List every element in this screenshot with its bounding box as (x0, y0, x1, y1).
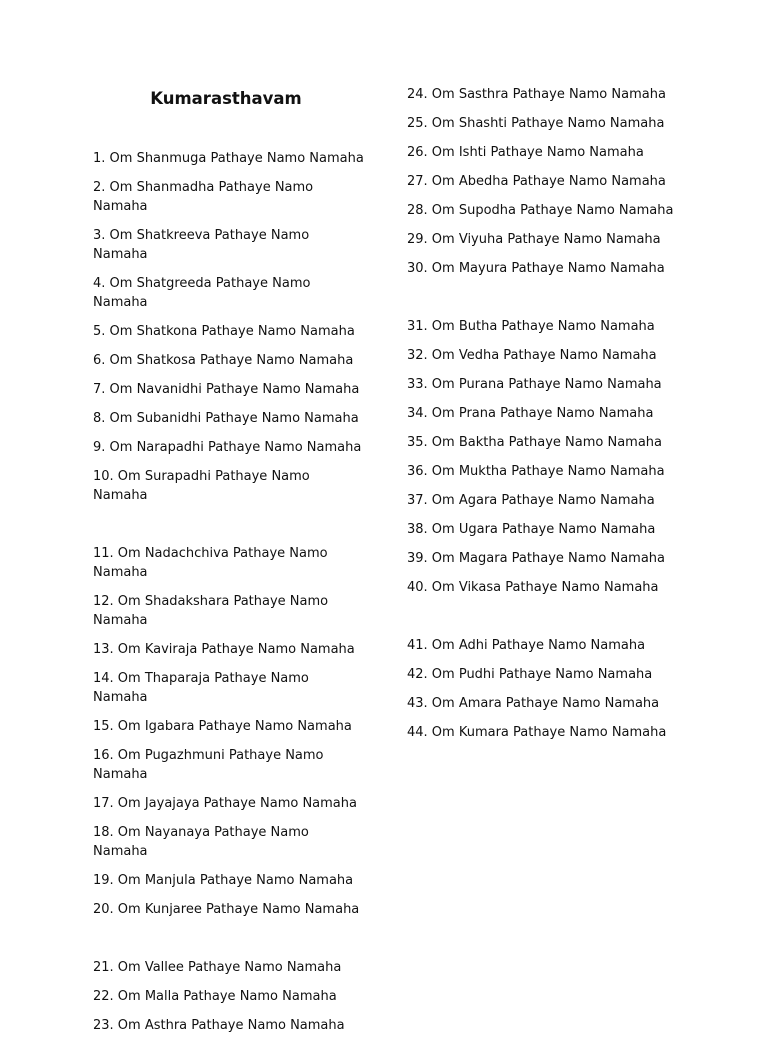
list-item: 24. Om Sasthra Pathaye Namo Namaha (407, 87, 666, 102)
list-item: 30. Om Mayura Pathaye Namo Namaha (407, 261, 665, 276)
list-item: 22. Om Malla Pathaye Namo Namaha (93, 989, 337, 1004)
list-item: 11. Om Nadachchiva Pathaye Namo Namaha (93, 546, 328, 580)
list-item: 40. Om Vikasa Pathaye Namo Namaha (407, 580, 659, 595)
list-item: 13. Om Kaviraja Pathaye Namo Namaha (93, 642, 355, 657)
section-gap (407, 607, 717, 636)
list-item: 43. Om Amara Pathaye Namo Namaha (407, 696, 660, 711)
list-item: 25. Om Shashti Pathaye Namo Namaha (407, 116, 665, 131)
list-item: 31. Om Butha Pathaye Namo Namaha (407, 319, 655, 334)
page-title: Kumarasthavam (150, 89, 302, 108)
list-item: 29. Om Viyuha Pathaye Namo Namaha (407, 232, 661, 247)
list-item: 36. Om Muktha Pathaye Namo Namaha (407, 464, 665, 479)
list-item: 6. Om Shatkosa Pathaye Namo Namaha (93, 353, 354, 368)
list-item: 33. Om Purana Pathaye Namo Namaha (407, 377, 662, 392)
list-item: 23. Om Asthra Pathaye Namo Namaha (93, 1018, 345, 1033)
list-item: 12. Om Shadakshara Pathaye Namo Namaha (93, 594, 329, 628)
left-column (93, 149, 365, 1045)
list-item: 10. Om Surapadhi Pathaye Namo Namaha (93, 469, 310, 503)
list-item: 9. Om Narapadhi Pathaye Namo Namaha (93, 440, 362, 455)
list-item: 5. Om Shatkona Pathaye Namo Namaha (93, 324, 355, 339)
section-gap (407, 288, 717, 317)
list-item: 17. Om Jayajaya Pathaye Namo Namaha (93, 796, 357, 811)
list-item: 18. Om Nayanaya Pathaye Namo Namaha (93, 825, 309, 859)
list-item: 2. Om Shanmadha Pathaye Namo Namaha (93, 180, 314, 214)
list-item: 7. Om Navanidhi Pathaye Namo Namaha (93, 382, 360, 397)
list-item: 28. Om Supodha Pathaye Namo Namaha (407, 203, 674, 218)
list-item: 35. Om Baktha Pathaye Namo Namaha (407, 435, 662, 450)
list-item: 4. Om Shatgreeda Pathaye Namo Namaha (93, 276, 311, 310)
list-item: 19. Om Manjula Pathaye Namo Namaha (93, 873, 354, 888)
list-item: 3. Om Shatkreeva Pathaye Namo Namaha (93, 228, 310, 262)
list-item: 34. Om Prana Pathaye Namo Namaha (407, 406, 654, 421)
section-gap (93, 515, 365, 544)
list-item: 37. Om Agara Pathaye Namo Namaha (407, 493, 655, 508)
list-item: 1. Om Shanmuga Pathaye Namo Namaha (93, 151, 364, 166)
list-item: 27. Om Abedha Pathaye Namo Namaha (407, 174, 666, 189)
list-item: 39. Om Magara Pathaye Namo Namaha (407, 551, 665, 566)
list-item: 16. Om Pugazhmuni Pathaye Namo Namaha (93, 748, 324, 782)
section-gap (93, 929, 365, 958)
list-item: 44. Om Kumara Pathaye Namo Namaha (407, 725, 667, 740)
right-column (407, 85, 717, 752)
list-item: 41. Om Adhi Pathaye Namo Namaha (407, 638, 646, 653)
list-item: 38. Om Ugara Pathaye Namo Namaha (407, 522, 656, 537)
list-item: 21. Om Vallee Pathaye Namo Namaha (93, 960, 342, 975)
list-item: 20. Om Kunjaree Pathaye Namo Namaha (93, 902, 360, 917)
list-item: 26. Om Ishti Pathaye Namo Namaha (407, 145, 644, 160)
list-item: 8. Om Subanidhi Pathaye Namo Namaha (93, 411, 359, 426)
list-item: 15. Om Igabara Pathaye Namo Namaha (93, 719, 352, 734)
list-item: 14. Om Thaparaja Pathaye Namo Namaha (93, 671, 309, 705)
list-item: 32. Om Vedha Pathaye Namo Namaha (407, 348, 657, 363)
list-item: 42. Om Pudhi Pathaye Namo Namaha (407, 667, 653, 682)
